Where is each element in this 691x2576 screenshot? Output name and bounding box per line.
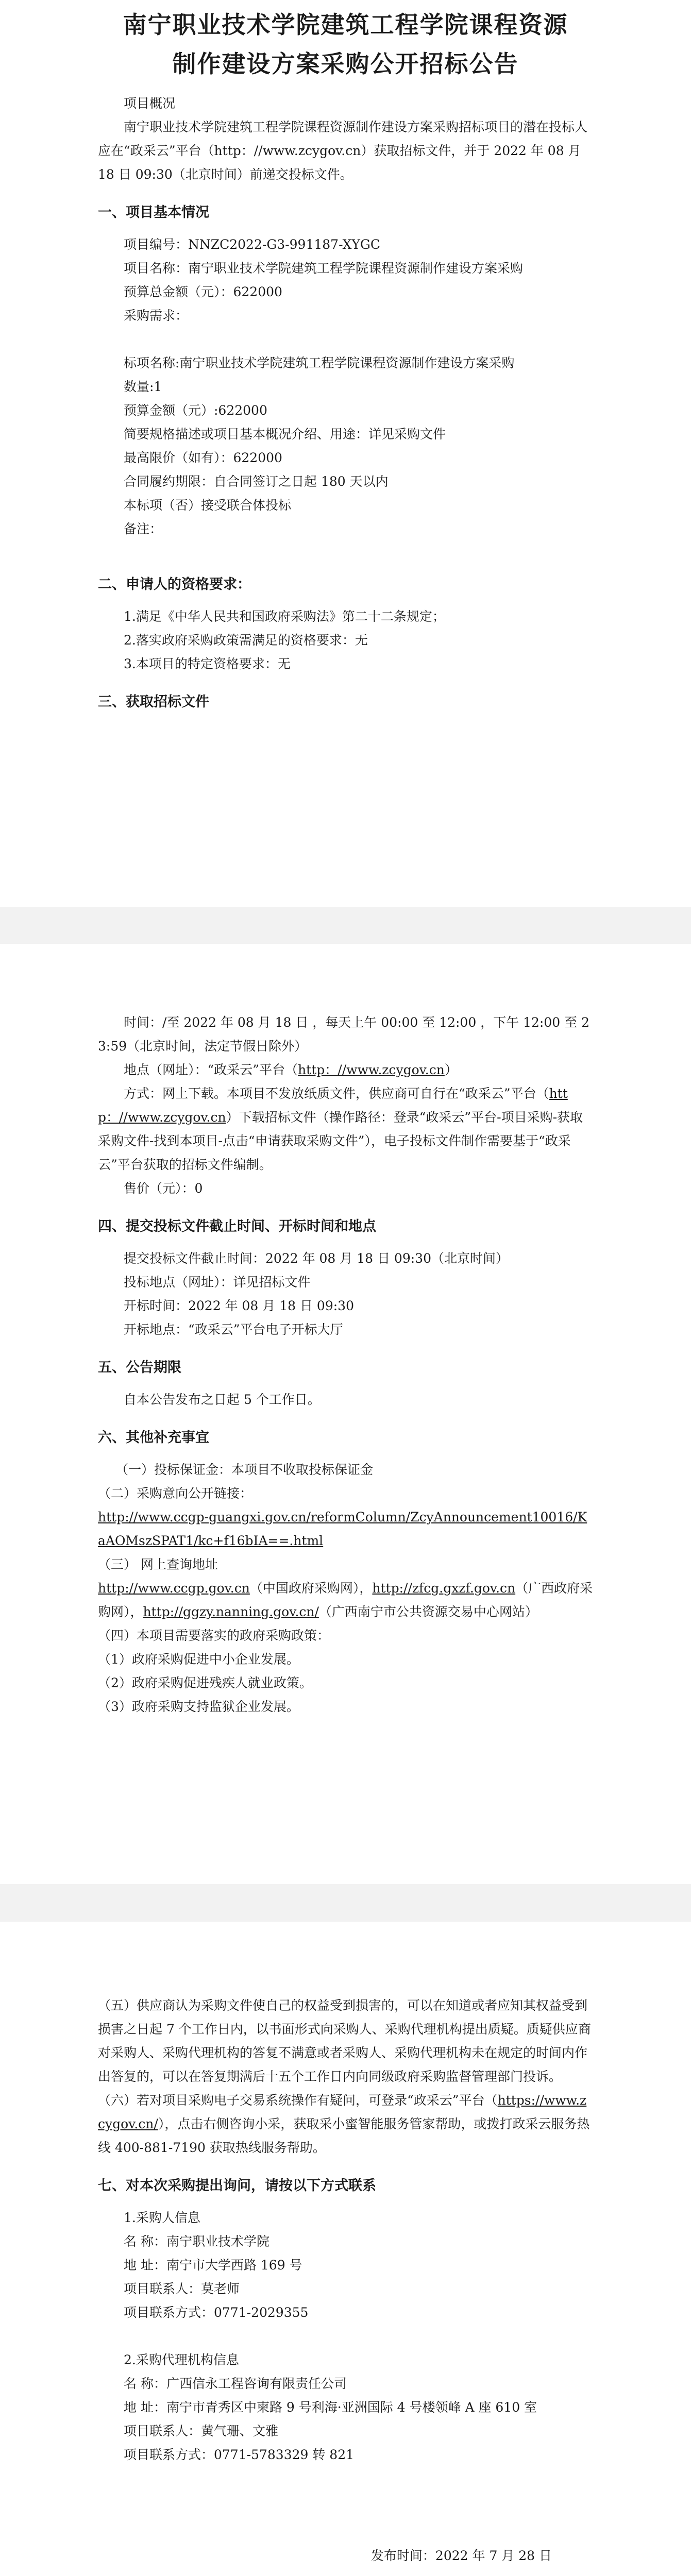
lot-budget: 预算金额（元）:622000 (124, 403, 267, 418)
title-line-1: 南宁职业技术学院建筑工程学院课程资源 (123, 11, 568, 39)
contract-period: 合同履约期限：自合同签订之日起 180 天以内 (124, 474, 389, 489)
section-5-heading: 五、公告期限 (98, 1360, 181, 1376)
query-sites: http://www.ccgp.gov.cn（中国政府采购网），http://zfcg.gxzf.gov.cn（广西政府采购网），http://ggzy.nanning.gov.cn/（广西南宁市公共资源交易中心网站） (98, 1581, 593, 1619)
section-7-heading: 七、对本次采购提出询问，请按以下方式联系 (98, 2178, 376, 2194)
qualification-item: 3.本项目的特定资格要求：无 (124, 656, 291, 671)
project-name: 项目名称：南宁职业技术学院建筑工程学院课程资源制作建设方案采购 (124, 261, 524, 276)
policy-item: （2）政府采购促进残疾人就业政策。 (98, 1675, 312, 1690)
document-page-2 (0, 944, 691, 1884)
obtain-place: 地点（网址）：“政采云”平台（http：//www.zcygov.cn） (124, 1062, 458, 1077)
buyer-phone: 项目联系方式：0771-2029355 (124, 2305, 309, 2320)
bid-deposit: （一）投标保证金：本项目不收取投标保证金 (115, 1462, 374, 1477)
consortium-note: 本标项（否）接受联合体投标 (124, 498, 292, 513)
project-number: 项目编号：NNZC2022-G3-991187-XYGC (124, 237, 381, 252)
agent-info-title: 2.采购代理机构信息 (124, 2352, 239, 2367)
submission-place: 投标地点（网址）：详见招标文件 (124, 1275, 311, 1290)
buyer-name: 名 称：南宁职业技术学院 (124, 2234, 269, 2249)
document-page-1 (0, 0, 691, 907)
policy-item: （3）政府采购支持监狱企业发展。 (98, 1699, 299, 1714)
lot-name: 标项名称:南宁职业技术学院建筑工程学院课程资源制作建设方案采购 (124, 355, 515, 370)
publish-date: 发布时间：2022 年 7 月 28 日 (370, 2548, 552, 2563)
procurement-requirements: 采购需求： (124, 308, 189, 323)
agent-address: 地 址：南宁市青秀区中柬路 9 号利海·亚洲国际 4 号楼领峰 A 座 610 室 (124, 2400, 537, 2415)
section-3-heading: 三、获取招标文件 (98, 694, 209, 710)
max-price: 最高限价（如有）：622000 (124, 450, 282, 465)
document-page-3 (0, 1922, 691, 2576)
section-2-heading: 二、申请人的资格要求： (98, 577, 251, 592)
agent-name: 名 称：广西信永工程咨询有限责任公司 (124, 2376, 347, 2391)
opening-place: 开标地点：“政采云”平台电子开标大厅 (124, 1322, 343, 1337)
gxzf-link[interactable]: http://zfcg.gxzf.gov.cn (372, 1581, 516, 1596)
opening-time: 开标时间：2022 年 08 月 18 日 09:30 (124, 1298, 354, 1313)
obtain-time: 时间：/至 2022 年 08 月 18 日 ，每天上午 00:00 至 12:00 ，下午 12:00 至 23:59（北京时间，法定节假日除外） (98, 1015, 589, 1054)
support-note: （六）若对项目采购电子交易系统操作有疑问，可登录“政采云”平台（https://www.zcygov.cn/），点击右侧咨询小采，获取采小蜜智能服务管家帮助，或拨打政采云服务热线 400-881-7190 获取热线服务帮助。 (98, 2093, 590, 2155)
budget-total: 预算总金额（元）：622000 (124, 284, 282, 299)
zcygov-link[interactable]: https://www.zcygov.cn/ (98, 2093, 587, 2131)
lot-brief: 简要规格描述或项目基本概况介绍、用途：详见采购文件 (124, 427, 446, 442)
ggzy-link[interactable]: http://ggzy.nanning.gov.cn/ (143, 1604, 319, 1619)
policy-label: （四）本项目需要落实的政府采购政策： (98, 1628, 330, 1643)
submission-deadline: 提交投标文件截止时间：2022 年 08 月 18 日 09:30（北京时间） (124, 1251, 509, 1266)
agent-contact: 项目联系人：黄气珊、文雅 (124, 2424, 279, 2438)
overview-text: 南宁职业技术学院建筑工程学院课程资源制作建设方案采购招标项目的潜在投标人应在“政采云”平台（http：//www.zcygov.cn）获取招标文件，并于 2022 年 08 月 18 日 09:30（北京时间）前递交投标文件。 (98, 120, 588, 182)
announcement-period: 自本公告发布之日起 5 个工作日。 (124, 1392, 321, 1407)
buyer-address: 地 址：南宁市大学西路 169 号 (124, 2258, 302, 2273)
intent-link-label: （二）采购意向公开链接： (98, 1486, 253, 1501)
qualification-item: 1.满足《中华人民共和国政府采购法》第二十二条规定； (124, 609, 445, 624)
buyer-contact: 项目联系人：莫老师 (124, 2281, 240, 2296)
title-line-2: 制作建设方案采购公开招标公告 (172, 50, 519, 78)
obtain-method: 方式：网上下载。本项目不发放纸质文件，供应商可自行在“政采云”平台（http：//www.zcygov.cn）下载招标文件（操作路径：登录“政采云”平台-项目采购-获取采购文件-找到本项目-点击“申请获取采购文件”），电子投标文件制作需要基于“政采云”平台获取的招标文件编制。 (98, 1086, 583, 1172)
ccgp-link[interactable]: http://www.ccgp.gov.cn (98, 1581, 250, 1596)
buyer-info-title: 1.采购人信息 (124, 2210, 200, 2225)
intent-link[interactable]: http://www.ccgp-guangxi.gov.cn/reformColumn/ZcyAnnouncement10016/KaAOMszSPAT1/kc+f16bIA==.html (98, 1510, 587, 1548)
section-4-heading: 四、提交投标文件截止时间、开标时间和地点 (98, 1218, 376, 1234)
lot-quantity: 数量:1 (124, 379, 162, 394)
complaint-note: （五）供应商认为采购文件使自己的权益受到损害的，可以在知道或者应知其权益受到损害之日起 7 个工作日内，以书面形式向采购人、采购代理机构提出质疑。质疑供应商对采购人、采购代理机构的答复不满意或者采购人、采购代理机构未在规定的时间内作出答复的，可以在答复期满后十五个工作日内向同级政府采购监督管理部门投诉。 (98, 1998, 591, 2084)
zcygov-link[interactable]: http：//www.zcygov.cn (98, 1086, 568, 1125)
zcygov-link[interactable]: http：//www.zcygov.cn (298, 1062, 445, 1077)
overview-label: 项目概况 (124, 96, 176, 111)
qualification-item: 2.落实政府采购政策需满足的资格要求：无 (124, 633, 368, 648)
policy-item: （1）政府采购促进中小企业发展。 (98, 1652, 299, 1667)
document-title (98, 5, 593, 83)
remark: 备注： (124, 521, 163, 536)
document-price: 售价（元）：0 (124, 1181, 203, 1196)
section-6-heading: 六、其他补充事宜 (98, 1430, 209, 1446)
section-1-heading: 一、项目基本情况 (98, 205, 209, 221)
query-label: （三） 网上查询地址 (98, 1557, 218, 1572)
agent-phone: 项目联系方式：0771-5783329 转 821 (124, 2447, 355, 2462)
